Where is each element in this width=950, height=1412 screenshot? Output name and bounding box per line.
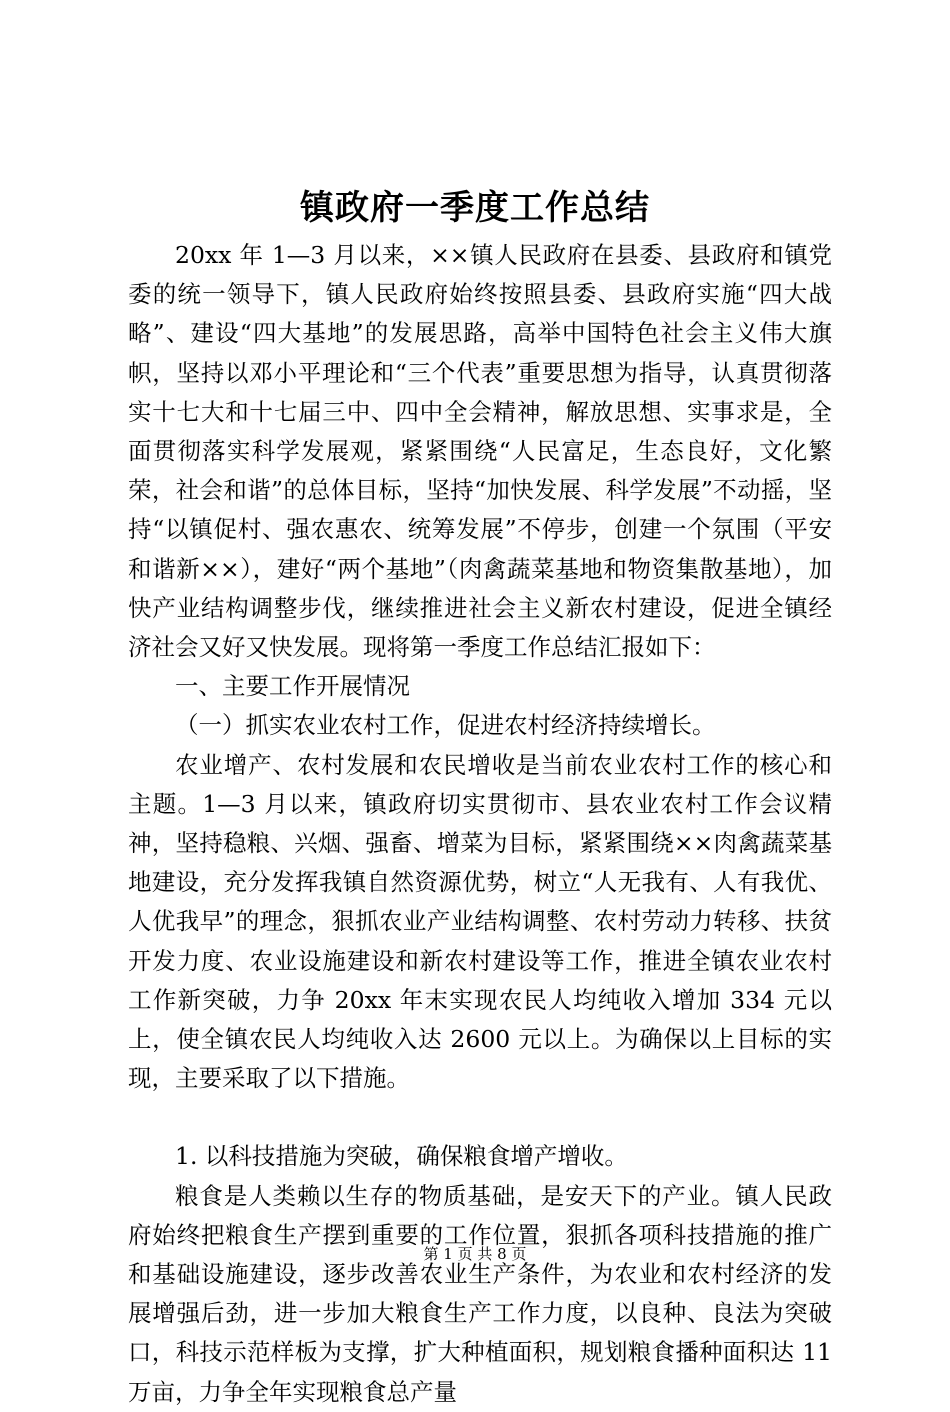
page-number-footer: 第 1 页 共 8 页 xyxy=(423,1245,527,1263)
body-paragraph: 农业增产、农村发展和农民增收是当前农业农村工作的核心和主题。1—3 月以来，镇政府切实贯彻市、县农业农村工作会议精神，坚持稳粮、兴烟、强畜、增菜为目标，紧紧围绕××肉禽蔬菜基地建设，充分发挥我镇自然资源优势，树立“人无我有、人有我优、人优我早”的理念，狠抓农业产业结构调整、农村劳动力转移、扶贫开发力度、农业设施建设和新农村建设等工作，推进全镇农业农村工作新突破，力争 20xx 年末实现农民人均纯收入增加 334 元以上，使全镇农民人均纯收入达 2600 元以上。为确保以上目标的实现，主要采取了以下措施。 xyxy=(128,750,832,1093)
subsection-heading: （一）抓实农业农村工作，促进农村经济持续增长。 xyxy=(175,711,716,740)
body-paragraph: 粮食是人类赖以生存的物质基础，是安天下的产业。镇人民政府始终把粮食生产摆到重要的工作位置，狠抓各项科技措施的推广和基础设施建设，逐步改善农业生产条件，为农业和农村经济的发展增强后劲，进一步加大粮食生产工作力度，以良种、良法为突破口，科技示范样板为支撑，扩大种植面积，规划粮食播种面积达 11 万亩，力争全年实现粮食总产量 xyxy=(128,1181,832,1406)
section-heading: 一、主要工作开展情况 xyxy=(175,672,410,701)
document-title: 镇政府一季度工作总结 xyxy=(300,188,650,228)
intro-paragraph: 20xx 年 1—3 月以来，××镇人民政府在县委、县政府和镇党委的统一领导下，镇人民政府始终按照县委、县政府实施“四大战略”、建设“四大基地”的发展思路，高举中国特色社会主义伟大旗帜，坚持以邓小平理论和“三个代表”重要思想为指导，认真贯彻落实十七大和十七届三中、四中全会精神，解放思想、实事求是，全面贯彻落实科学发展观，紧紧围绕“人民富足，生态良好，文化繁荣，社会和谐”的总体目标，坚持“加快发展、科学发展”不动摇，坚持“以镇促村、强农惠农、统筹发展”不停步，创建一个氛围（平安和谐新××），建好“两个基地”（肉禽蔬菜基地和物资集散基地），加快产业结构调整步伐，继续推进社会主义新农村建设，促进全镇经济社会又好又快发展。现将第一季度工作总结汇报如下： xyxy=(128,241,832,662)
paragraph-spacer xyxy=(128,1098,832,1137)
list-item-heading: 1. 以科技措施为突破，确保粮食增产增收。 xyxy=(175,1142,628,1171)
document-body xyxy=(128,236,832,1412)
